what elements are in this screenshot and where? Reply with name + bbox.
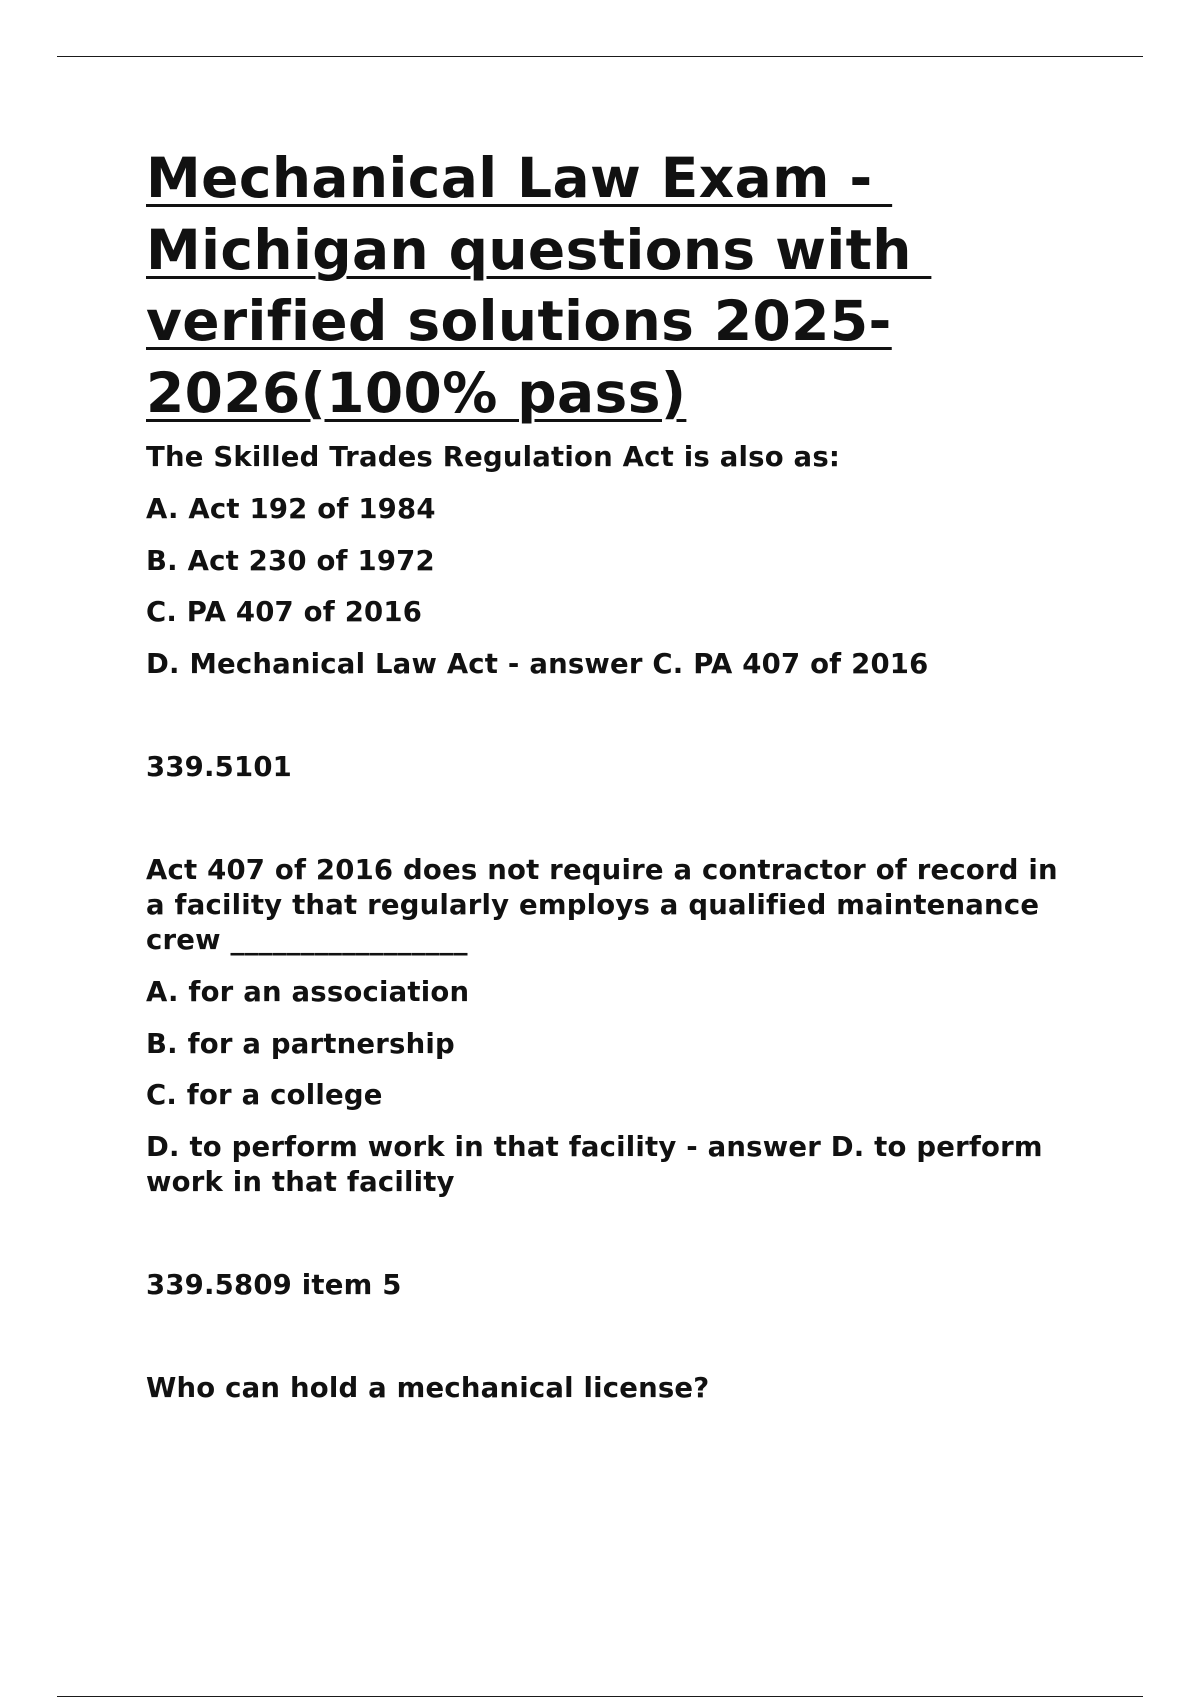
document-body bbox=[146, 143, 1086, 1406]
answer-option: C. PA 407 of 2016 bbox=[146, 596, 423, 628]
question-text: Act 407 of 2016 does not require a contractor of record in a facility that regularly employs a qualified maintenance crew _________________ bbox=[146, 854, 1058, 956]
title-line: Mechanical Law Exam - bbox=[146, 146, 893, 210]
answer-option: D. to perform work in that facility - answer D. to perform work in that facility bbox=[146, 1131, 1043, 1198]
title-line: 2026(100% pass) bbox=[146, 360, 687, 425]
document-title bbox=[146, 143, 1086, 429]
answer-option: D. Mechanical Law Act - answer C. PA 407 of 2016 bbox=[146, 648, 929, 680]
question-block bbox=[146, 1371, 1086, 1406]
answer-option: B. Act 230 of 1972 bbox=[146, 545, 435, 577]
answer-options bbox=[146, 492, 1086, 682]
question-text: Who can hold a mechanical license? bbox=[146, 1372, 710, 1404]
question-block bbox=[146, 853, 1086, 1303]
answer-option: C. for a college bbox=[146, 1079, 383, 1111]
question-block bbox=[146, 440, 1086, 785]
answer-option: A. Act 192 of 1984 bbox=[146, 493, 436, 525]
top-rule bbox=[57, 56, 1143, 57]
question-text: The Skilled Trades Regulation Act is also as: bbox=[146, 441, 841, 473]
answer-option: A. for an association bbox=[146, 976, 470, 1008]
bottom-rule bbox=[57, 1696, 1143, 1697]
answer-option: B. for a partnership bbox=[146, 1028, 455, 1060]
title-line: verified solutions 2025- bbox=[146, 289, 892, 353]
section-reference: 339.5809 item 5 bbox=[146, 1269, 402, 1301]
section-reference: 339.5101 bbox=[146, 751, 292, 783]
answer-options bbox=[146, 975, 1086, 1200]
title-line: Michigan questions with bbox=[146, 217, 932, 282]
